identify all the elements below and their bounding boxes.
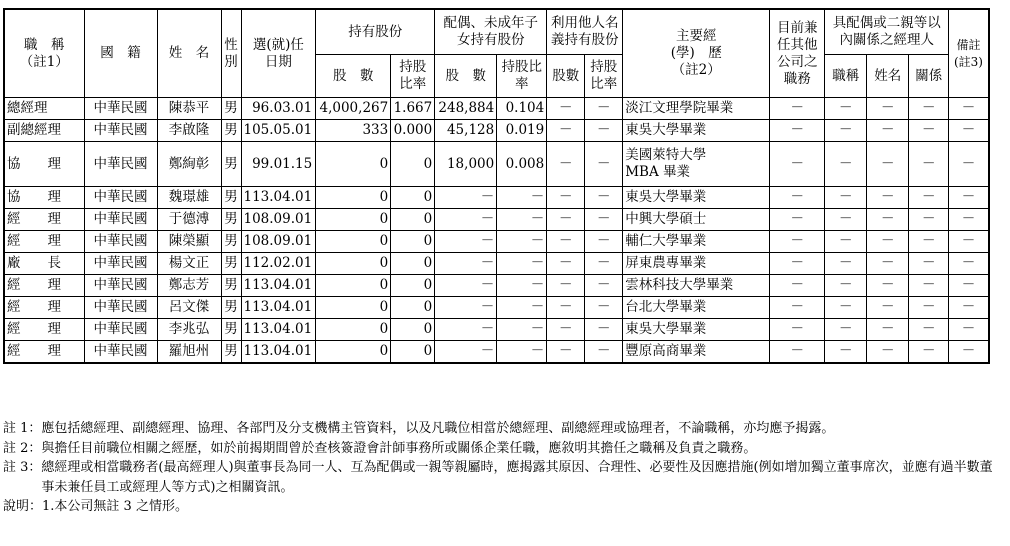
table-row (4, 253, 989, 275)
header-spouse-shares-count: 股 數 (435, 55, 497, 98)
row-education: 輔仁大學畢業 (623, 231, 770, 253)
row-other-positions: － (770, 142, 825, 187)
row-rel-name: － (867, 120, 909, 142)
footnote-key: 註 3： (3, 460, 42, 475)
row-spouse-shares: － (435, 209, 497, 231)
row-education: 美國萊特大學 MBA 畢業 (623, 142, 770, 187)
row-other-positions: － (770, 253, 825, 275)
row-gender: 男 (221, 341, 241, 364)
header-relatives: 具配偶或二親等以內關係之經理人 (825, 9, 949, 55)
row-rel-relation: － (909, 187, 949, 209)
row-title: 協 理 (4, 187, 84, 209)
row-other-positions: － (770, 341, 825, 364)
row-shares: 0 (316, 231, 391, 253)
row-rel-name: － (867, 253, 909, 275)
row-rel-relation: － (909, 231, 949, 253)
table-row (4, 209, 989, 231)
row-spouse-ratio: － (497, 187, 547, 209)
row-rel-title: － (825, 209, 867, 231)
row-ratio: 0 (391, 209, 435, 231)
row-nominee-ratio: － (585, 341, 623, 364)
row-name: 陳榮顯 (157, 231, 221, 253)
row-nominee-shares: － (547, 253, 585, 275)
header-other-positions: 目前兼任其他公司之職務 (770, 9, 825, 98)
row-remark: － (949, 187, 989, 209)
row-nominee-ratio: － (585, 98, 623, 120)
row-education: 雲林科技大學畢業 (623, 275, 770, 297)
table-row (4, 341, 989, 364)
row-spouse-shares: － (435, 275, 497, 297)
row-spouse-ratio: 0.019 (497, 120, 547, 142)
row-spouse-ratio: － (497, 319, 547, 341)
row-spouse-ratio: 0.104 (497, 98, 547, 120)
row-spouse-ratio: 0.008 (497, 142, 547, 187)
row-spouse-shares: 248,884 (435, 98, 497, 120)
row-ratio: 0 (391, 297, 435, 319)
row-rel-relation: － (909, 319, 949, 341)
row-education: 台北大學畢業 (623, 297, 770, 319)
row-title: 廠 長 (4, 253, 84, 275)
row-education: 豐原高商畢業 (623, 341, 770, 364)
footnote-text: 應包括總經理、副總經理、協理、各部門及分支機構主管資料，以及凡職位相當於總經理、副總經理或協理者，不論職稱，亦均應予揭露。 (41, 421, 835, 436)
row-gender: 男 (221, 209, 241, 231)
row-other-positions: － (770, 275, 825, 297)
row-gender: 男 (221, 275, 241, 297)
row-name: 李兆弘 (157, 319, 221, 341)
table-row (4, 98, 989, 120)
row-rel-name: － (867, 231, 909, 253)
row-title: 副總經理 (4, 120, 84, 142)
row-gender: 男 (221, 253, 241, 275)
row-name: 羅旭州 (157, 341, 221, 364)
row-title: 總經理 (4, 98, 84, 120)
row-name: 呂文傑 (157, 297, 221, 319)
row-date: 113.04.01 (241, 341, 316, 364)
row-date: 113.04.01 (241, 187, 316, 209)
row-ratio: 0 (391, 319, 435, 341)
row-name: 魏璟雄 (157, 187, 221, 209)
row-date: 108.09.01 (241, 231, 316, 253)
row-rel-title: － (825, 297, 867, 319)
row-spouse-ratio: － (497, 275, 547, 297)
row-other-positions: － (770, 187, 825, 209)
row-name: 鄭絢彰 (157, 142, 221, 187)
row-nominee-ratio: － (585, 319, 623, 341)
footnote-text: 與擔任目前職位相關之經歷，如於前揭期間曾於查核簽證會計師事務所或關係企業任職，應敘明其擔任之職稱及負責之職務。 (41, 440, 757, 456)
row-remark: － (949, 319, 989, 341)
table-row (4, 275, 989, 297)
row-spouse-shares: 45,128 (435, 120, 497, 142)
row-title: 經 理 (4, 319, 84, 341)
row-shares: 0 (316, 253, 391, 275)
row-rel-relation: － (909, 253, 949, 275)
row-nominee-shares: － (547, 319, 585, 341)
managers-table-container (3, 8, 990, 364)
row-other-positions: － (770, 319, 825, 341)
header-shares-held: 持有股份 (316, 9, 435, 55)
row-nominee-ratio: － (585, 231, 623, 253)
row-name: 李啟隆 (157, 120, 221, 142)
row-nationality: 中華民國 (84, 297, 157, 319)
row-ratio: 0.000 (391, 120, 435, 142)
row-rel-title: － (825, 120, 867, 142)
row-education: 東吳大學畢業 (623, 319, 770, 341)
row-rel-name: － (867, 341, 909, 364)
header-rel-name: 姓名 (867, 55, 909, 98)
row-rel-title: － (825, 253, 867, 275)
table-row (4, 187, 989, 209)
row-nominee-shares: － (547, 98, 585, 120)
table-row (4, 231, 989, 253)
header-gender: 性別 (221, 9, 241, 98)
footnote-key: 註 1： (3, 421, 42, 436)
row-nominee-ratio: － (585, 275, 623, 297)
row-ratio: 0 (391, 253, 435, 275)
row-rel-title: － (825, 187, 867, 209)
footnote-2 (3, 439, 1003, 459)
row-ratio: 0 (391, 231, 435, 253)
row-shares: 0 (316, 187, 391, 209)
row-shares: 0 (316, 341, 391, 364)
row-remark: － (949, 142, 989, 187)
row-rel-name: － (867, 209, 909, 231)
row-name: 鄭志芳 (157, 275, 221, 297)
row-rel-name: － (867, 297, 909, 319)
row-title: 經 理 (4, 275, 84, 297)
row-nominee-shares: － (547, 187, 585, 209)
row-education: 淡江文理學院畢業 (623, 98, 770, 120)
row-gender: 男 (221, 142, 241, 187)
row-gender: 男 (221, 98, 241, 120)
row-spouse-ratio: － (497, 209, 547, 231)
header-nationality: 國 籍 (84, 9, 157, 98)
footnotes (3, 419, 1003, 517)
header-remarks: 備註 (註3) (949, 9, 989, 98)
row-nominee-ratio: － (585, 120, 623, 142)
row-date: 105.05.01 (241, 120, 316, 142)
row-remark: － (949, 98, 989, 120)
row-title: 協 理 (4, 142, 84, 187)
row-remark: － (949, 297, 989, 319)
row-rel-relation: － (909, 120, 949, 142)
row-gender: 男 (221, 187, 241, 209)
row-nationality: 中華民國 (84, 187, 157, 209)
row-rel-relation: － (909, 142, 949, 187)
row-education: 中興大學碩士 (623, 209, 770, 231)
row-title: 經 理 (4, 297, 84, 319)
header-shares: 股 數 (316, 55, 391, 98)
row-shares: 4,000,267 (316, 98, 391, 120)
header-spouse-shares: 配偶、未成年子女持有股份 (435, 9, 547, 55)
row-nominee-shares: － (547, 209, 585, 231)
footnote-1 (3, 419, 1003, 439)
row-rel-relation: － (909, 275, 949, 297)
footnote-key: 註 2： (3, 440, 42, 456)
row-rel-title: － (825, 275, 867, 297)
row-name: 楊文正 (157, 253, 221, 275)
table-row (4, 319, 989, 341)
row-rel-title: － (825, 98, 867, 120)
row-other-positions: － (770, 231, 825, 253)
row-education: 東吳大學畢業 (623, 120, 770, 142)
header-rel-relation: 關係 (909, 55, 949, 98)
row-nominee-shares: － (547, 142, 585, 187)
row-rel-name: － (867, 275, 909, 297)
row-spouse-shares: － (435, 187, 497, 209)
header-education: 主要經 (學) 歷 （註2） (623, 9, 770, 98)
managers-table (3, 8, 990, 364)
row-rel-relation: － (909, 98, 949, 120)
row-shares: 0 (316, 142, 391, 187)
table-row (4, 142, 989, 187)
row-rel-title: － (825, 142, 867, 187)
row-date: 113.04.01 (241, 297, 316, 319)
row-gender: 男 (221, 297, 241, 319)
row-rel-name: － (867, 142, 909, 187)
row-rel-title: － (825, 319, 867, 341)
header-nominee-ratio: 持股比率 (585, 55, 623, 98)
table-row (4, 297, 989, 319)
header-rel-title: 職稱 (825, 55, 867, 98)
row-education: 屏東農專畢業 (623, 253, 770, 275)
row-nationality: 中華民國 (84, 120, 157, 142)
row-remark: － (949, 341, 989, 364)
row-date: 99.01.15 (241, 142, 316, 187)
row-rel-relation: － (909, 341, 949, 364)
footnote-explanation (3, 497, 1003, 517)
row-rel-name: － (867, 319, 909, 341)
row-nominee-ratio: － (585, 187, 623, 209)
row-nationality: 中華民國 (84, 275, 157, 297)
header-title: 職 稱 （註1） (4, 9, 84, 98)
footnote-text: 1.本公司無註 3 之情形。 (42, 499, 188, 514)
row-rel-relation: － (909, 209, 949, 231)
row-education: 東吳大學畢業 (623, 187, 770, 209)
row-remark: － (949, 120, 989, 142)
row-spouse-ratio: － (497, 231, 547, 253)
row-nominee-shares: － (547, 297, 585, 319)
row-nationality: 中華民國 (84, 341, 157, 364)
header-name: 姓 名 (157, 9, 221, 98)
row-name: 陳恭平 (157, 98, 221, 120)
row-nominee-ratio: － (585, 142, 623, 187)
row-rel-name: － (867, 187, 909, 209)
row-other-positions: － (770, 120, 825, 142)
row-other-positions: － (770, 98, 825, 120)
row-nationality: 中華民國 (84, 319, 157, 341)
row-other-positions: － (770, 209, 825, 231)
row-nominee-ratio: － (585, 297, 623, 319)
row-spouse-ratio: － (497, 253, 547, 275)
row-gender: 男 (221, 231, 241, 253)
row-remark: － (949, 209, 989, 231)
row-gender: 男 (221, 120, 241, 142)
row-remark: － (949, 253, 989, 275)
row-spouse-ratio: － (497, 297, 547, 319)
row-date: 108.09.01 (241, 209, 316, 231)
row-ratio: 1.667 (391, 98, 435, 120)
row-nationality: 中華民國 (84, 231, 157, 253)
row-ratio: 0 (391, 341, 435, 364)
row-gender: 男 (221, 319, 241, 341)
row-spouse-ratio: － (497, 341, 547, 364)
row-spouse-shares: 18,000 (435, 142, 497, 187)
row-nominee-shares: － (547, 120, 585, 142)
row-nominee-shares: － (547, 275, 585, 297)
row-nominee-ratio: － (585, 209, 623, 231)
header-ratio: 持股比率 (391, 55, 435, 98)
row-nationality: 中華民國 (84, 253, 157, 275)
footnote-key: 說明： (3, 499, 43, 514)
row-nominee-shares: － (547, 341, 585, 364)
header-nominee-shares: 利用他人名義持有股份 (547, 9, 623, 55)
row-name: 于德溥 (157, 209, 221, 231)
row-spouse-shares: － (435, 231, 497, 253)
row-ratio: 0 (391, 275, 435, 297)
row-shares: 0 (316, 297, 391, 319)
row-spouse-shares: － (435, 341, 497, 364)
table-row (4, 120, 989, 142)
footnote-text: 總經理或相當職務者(最高經理人)與董事長為同一人、互為配偶或一親等親屬時，應揭露其原因、合理性、必要性及因應措施(例如增加獨立董事席次，並應有過半數董事未兼任員工或經理人等方式)之相關資訊。 (41, 460, 993, 495)
row-shares: 0 (316, 319, 391, 341)
row-title: 經 理 (4, 231, 84, 253)
row-rel-title: － (825, 341, 867, 364)
row-rel-relation: － (909, 297, 949, 319)
row-ratio: 0 (391, 187, 435, 209)
row-nationality: 中華民國 (84, 98, 157, 120)
row-date: 112.02.01 (241, 253, 316, 275)
row-shares: 333 (316, 120, 391, 142)
header-nominee-shares-count: 股數 (547, 55, 585, 98)
row-shares: 0 (316, 209, 391, 231)
row-nationality: 中華民國 (84, 142, 157, 187)
footnote-3 (3, 458, 1003, 497)
row-date: 113.04.01 (241, 275, 316, 297)
row-spouse-shares: － (435, 319, 497, 341)
row-title: 經 理 (4, 341, 84, 364)
header-date: 選(就)任 日期 (241, 9, 316, 98)
row-remark: － (949, 275, 989, 297)
row-nationality: 中華民國 (84, 209, 157, 231)
row-rel-name: － (867, 98, 909, 120)
row-spouse-shares: － (435, 253, 497, 275)
row-nominee-shares: － (547, 231, 585, 253)
row-spouse-shares: － (435, 297, 497, 319)
row-date: 96.03.01 (241, 98, 316, 120)
header-spouse-ratio: 持股比率 (497, 55, 547, 98)
row-shares: 0 (316, 275, 391, 297)
row-ratio: 0 (391, 142, 435, 187)
row-other-positions: － (770, 297, 825, 319)
row-remark: － (949, 231, 989, 253)
row-rel-title: － (825, 231, 867, 253)
row-nominee-ratio: － (585, 253, 623, 275)
row-title: 經 理 (4, 209, 84, 231)
row-date: 113.04.01 (241, 319, 316, 341)
